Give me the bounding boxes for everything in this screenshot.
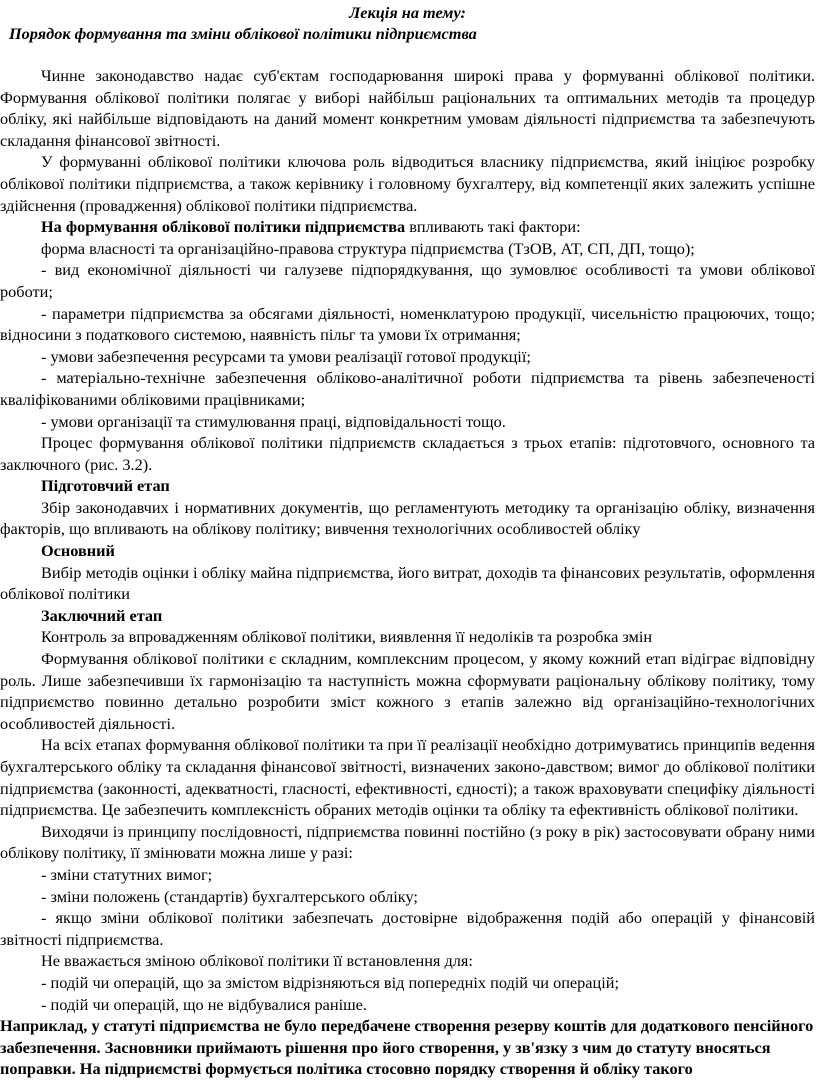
stage-heading-main: Основний — [41, 541, 115, 561]
paragraph-consistency: Виходячи із принципу послідовності, підприємства повинні постійно (з року в рік) застосовувати обрану ними облікову політику, її змінювати можна лише у разі: — [0, 821, 815, 863]
stage-text-main: Вибір методів оцінки і обліку майна підприємства, його витрат, доходів та фінансових результатів, оформлення облікової політики — [0, 562, 815, 604]
spacer — [0, 44, 815, 65]
not-change-item: - подій чи операцій, що за змістом відрізняються від попередніх подій чи операцій; — [41, 972, 619, 992]
paragraph-intro: Чинне законодавство надає суб'єктам господарювання широкі права у формуванні облікової політики. Формування облікової політики полягає у виборі найбільш раціональних та оптимальних методів та процедур обліку, які найбільше відповідають на даний момент конкретним умовам діяльності підприємства та забезпечують складання фінансової звітності. — [0, 66, 815, 150]
paragraph-complexity: Формування облікової політики є складним, комплексним процесом, у якому кожний етап відіграє відповідну роль. Лише забезпечивши їх гармонізацію та наступність можна сформувати раціональну облікову політику, тому підприємство повинно детально розробити зміст кожного з етапів залежно від організаційно-технологічних особливостей діяльності. — [0, 649, 815, 733]
paragraph-principles: На всіх етапах формування облікової політики та при її реалізації необхідно дотримуватись принципів ведення бухгалтерського обліку та складання фінансової звітності, визначених законо-давством; вимог до облікової політики підприємства (законності, адекватності, гласності, ефективності, єдності); а також враховувати специфіку діяльності підприємства. Це забезпечить комплексність обраних методів оцінки та обліку та ефективність облікової політики. — [0, 735, 815, 820]
change-condition-item: - якщо зміни облікової політики забезпечать достовірне відображення подій або операцій у фінансовій звітності підприємства. — [0, 908, 815, 949]
lecture-title: Порядок формування та зміни облікової політики підприємства — [9, 24, 477, 43]
factor-item: форма власності та організаційно-правова структура підприємства (ТзОВ, АТ, СП, ДП, тощо); — [41, 238, 695, 258]
change-condition-item: - зміни статутних вимог; — [41, 864, 213, 884]
change-condition-item: - зміни положень (стандартів) бухгалтерського обліку; — [41, 886, 418, 906]
paragraph-factors-intro — [0, 216, 815, 238]
factors-heading: На формування облікової політики підприємства — [41, 217, 406, 237]
factor-item: - умови організації та стимулювання праці, відповідальності тощо. — [41, 411, 506, 431]
paragraph-example: Наприклад, у статуті підприємства не було передбачене створення резерву коштів для додаткового пенсійного забезпечення. Засновники приймають рішення про його створення, у зв'язку з чим до статуту вносяться поправки. На підприємстві формується політика стосовно порядку створення й обліку такого — [0, 1016, 814, 1079]
stage-text-final: Контроль за впровадженням облікової політики, виявлення її недоліків та розробка змін — [41, 627, 653, 647]
paragraph-stages-intro: Процес формування облікової політики підприємств складається з трьох етапів: підготовчого, основного та заключного (рис. 3.2). — [0, 433, 815, 474]
paragraph-owner-role: У формуванні облікової політики ключова роль відводиться власнику підприємства, який ініціює розробку облікової політики підприємства, а також керівнику і головному бухгалтеру, від компетенції яких залежить успішне здійснення (провадження) облікової політики підприємства. — [0, 152, 815, 215]
stage-text-preparatory: Збір законодавчих і нормативних документів, що регламентують методику та організацію обліку, визначення факторів, що впливають на облікову політику; вивчення технологічних особливостей обліку — [0, 497, 815, 539]
not-change-item: - подій чи операцій, що не відбувалися раніше. — [41, 994, 367, 1014]
factor-item: - вид економічної діяльності чи галузеве підпорядкування, що зумовлює особливості та умови облікової роботи; — [0, 260, 815, 301]
stage-heading-preparatory: Підготовчий етап — [41, 476, 170, 496]
factor-item: - параметри підприємства за обсягами діяльності, номенклатурою продукції, чисельністю працюючих, тощо; відносини з податкового системою, наявність пільг та умови їх отримання; — [0, 303, 815, 345]
stage-heading-final: Заключний етап — [41, 605, 163, 625]
paragraph-not-change: Не вважається зміною облікової політики її встановлення для: — [41, 951, 473, 971]
factor-item: - умови забезпечення ресурсами та умови реалізації готової продукції; — [41, 346, 531, 366]
factor-item: - матеріально-технічне забезпечення обліково-аналітичної роботи підприємства та рівень забезпеченості кваліфікованими обліковими працівниками; — [0, 368, 815, 409]
lecture-label: Лекція на тему: — [349, 3, 466, 22]
factors-heading-rest: впливають такі фактори: — [405, 217, 581, 237]
